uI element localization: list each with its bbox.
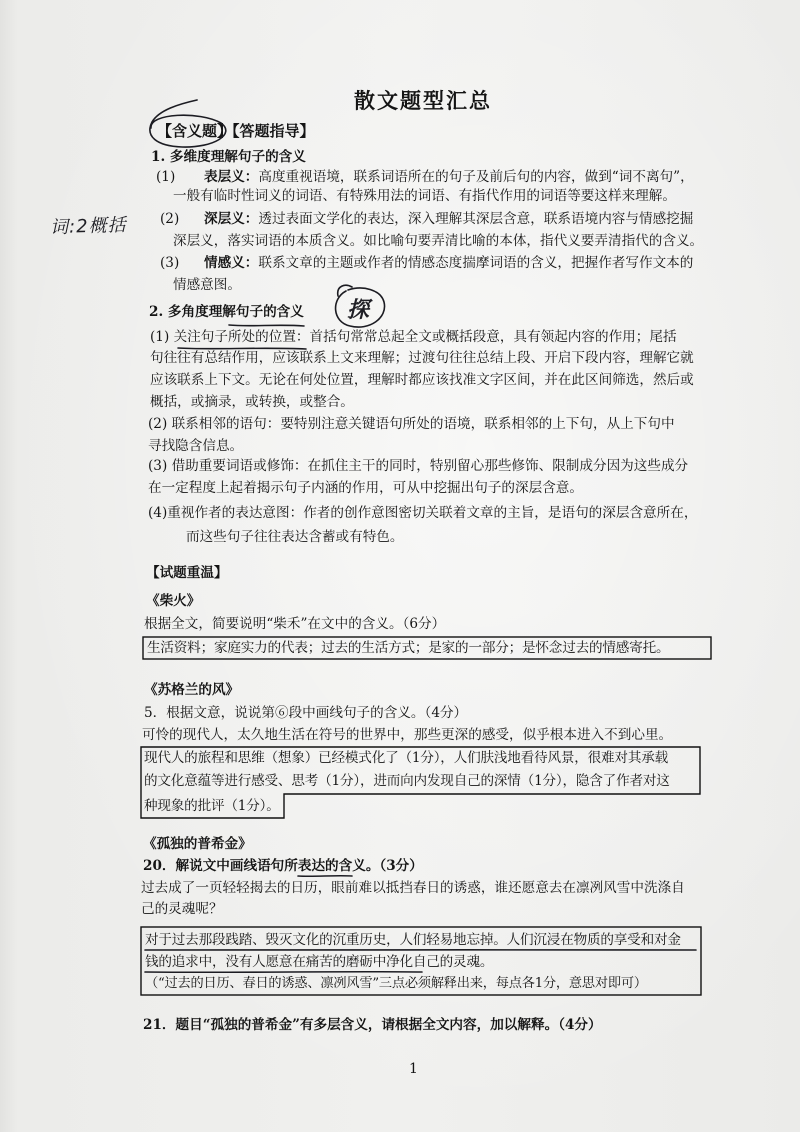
page-number: 1 [409,1061,418,1077]
passage-line: 过去成了一页轻轻揭去的日历，眼前难以抵挡春日的诱惑，谁还愿意去在凛冽风雪中洗涤自 [141,880,685,896]
text-line: (1) 关注句子所处的位置：首括句常常总起全文或概括段意，具有领起内容的作用；尾括 [150,329,677,345]
item-label: 情感义： [204,255,259,271]
answer-line: 生活资料；家庭实力的代表；过去的生活方式；是家的一部分；是怀念过去的情感寄托。 [147,640,670,656]
question-prompt: 20．解说文中画线语句所表达的含义。（3分） [143,858,423,874]
question-prompt: 根据全文，简要说明“柴禾”在文中的含义。（6分） [144,616,446,632]
question-prompt: 21．题目“孤独的普希金”有多层含义，请根据全文内容，加以解释。（4分） [143,1017,602,1033]
text-line: 概括，或摘录，或转换，或整合。 [150,394,354,410]
text-line: 句往往有总结作用，应该联系上文来理解；过渡句往往总结上段、开启下段内容，理解它就 [150,350,694,366]
handwritten-underline [298,876,352,877]
review-header: 【试题重温】 [146,565,228,581]
guide-2-heading: 2. 多角度理解句子的含义 [149,304,304,320]
text-line: 在一定程度上起着揭示句子内涵的作用，可从中挖掘出句子的深层含意。 [148,480,583,496]
text-line: 深层义，落实词语的本质含义。如比喻句要弄清比喻的本体，指代义要弄清指代的含义。 [173,233,704,249]
answer-line: 钱的追求中，没有人愿意在痛苦的磨砺中净化自己的灵魂。 [145,954,494,970]
item-number: (3) [160,255,180,271]
text-line: (3) 借助重要词语或修饰：在抓住主干的同时，特别留心那些修饰、限制成分因为这些成分 [148,458,689,474]
text-line: 透过表面文学化的表达，深入理解其深层含意，联系语境内容与情感挖掘 [258,211,694,227]
scoring-note: （“过去的日历、春日的诱惑、凛冽风雪”三点必须解释出来，每点各1分，意思对即可） [145,976,647,991]
page-title: 散文题型汇总 [354,88,492,113]
handwritten-circled-mark: 探 [347,298,370,323]
guide-1-heading: 1. 多维度理解句子的含义 [151,149,306,165]
text-line: 一般有临时性词义的词语、有特殊用法的词语、有指代作用的词语等要这样来理解。 [173,188,676,204]
text-line: 而这些句子往往表达含蓄或有特色。 [186,529,404,545]
answer-line: 对于过去那段践踏、毁灭文化的沉重历史，人们轻易地忘掉。人们沉浸在物质的享受和对金 [145,932,681,948]
handwritten-margin-note: 词:2概括 [49,214,127,239]
answer-line: 现代人的旅程和思维（想象）已经模式化了（1分），人们肤浅地看待风景，很难对其承载 [144,750,669,766]
text-line: 联系文章的主题或作者的情感态度揣摩词语的含义，把握作者写作文本的 [258,255,694,271]
answer-line: 种现象的批评（1分）。 [144,798,280,814]
text-line: (4)重视作者的表达意图：作者的创作意图密切关联着文章的主旨，是语句的深层含意所在， [148,505,698,521]
handwritten-underline [145,972,422,973]
handwritten-underline [229,325,304,326]
guide-1-item-deep-meaning [204,210,693,228]
question-source-title: 《苏格兰的风》 [144,682,240,698]
section-header: 【含义题】【答题指导】 [157,122,315,140]
passage-line: 可怜的现代人，太久地生活在符号的世界中，那些更深的感受，似乎根本进入不到心里。 [142,727,673,743]
item-label: 表层义： [204,169,259,185]
passage-line: 己的灵魂呢？ [141,901,223,917]
text-line: 高度重视语境，联系词语所在的句子及前后句的内容，做到“词不离句”， [258,169,694,185]
question-source-title: 《孤独的普希金》 [143,836,252,852]
text-line: 情感意图。 [173,277,241,293]
item-number: (1) [156,169,176,185]
handwritten-underline [145,950,696,951]
text-line: 寻找隐含信息。 [148,438,244,454]
text-line: (2) 联系相邻的语句：要特别注意关键语句所处的语境，联系相邻的上下句，从上下句中 [148,416,675,432]
guide-1-item-emotional-meaning [204,254,693,272]
guide-1-item-surface-meaning [204,168,694,186]
question-source-title: 《柴火》 [146,593,201,609]
item-label: 深层义： [204,211,259,227]
answer-line: 的文化意蕴等进行感受、思考（1分），进而向内发现自己的深情（1分），隐含了作者对这 [144,773,670,789]
question-prompt: 5．根据文意，说说第⑥段中画线句子的含义。（4分） [144,705,468,721]
text-line: 应该联系上下文。无论在何处位置，理解时都应该找准文字区间，并在此区间筛选，然后或 [150,372,694,388]
item-number: (2) [160,211,180,227]
